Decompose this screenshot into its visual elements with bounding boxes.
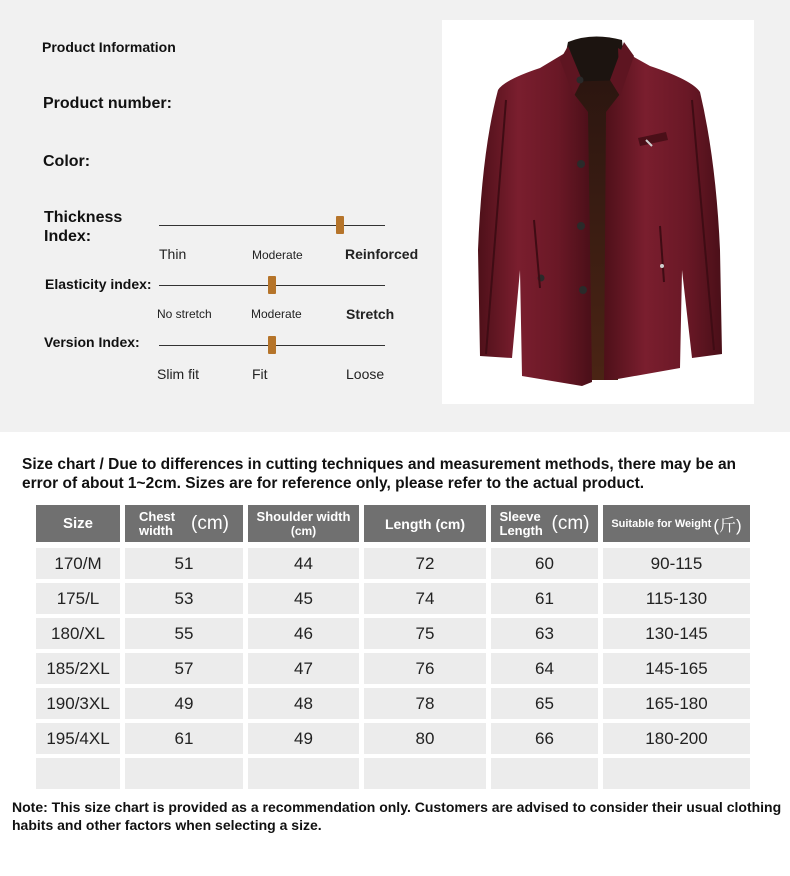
cell-suitable-weight: 90-115 (603, 542, 750, 579)
header-chest-label: Chest width (139, 508, 176, 538)
cell-size: 175/L (36, 579, 120, 614)
header-shoulder-width (248, 505, 359, 542)
cell-suitable-weight: 180-200 (603, 719, 750, 754)
cell-sleeve-length: 64 (491, 649, 598, 684)
product-info-panel (0, 0, 790, 432)
header-sleeve-length (491, 505, 598, 542)
cell-length: 78 (364, 684, 486, 719)
header-chest-unit: (cm) (191, 512, 229, 534)
table-row (36, 579, 750, 614)
product-number-label: Product number: (43, 95, 172, 112)
product-info-title: Product Information (42, 39, 176, 55)
version-index-label: Version Index: (44, 334, 140, 350)
thickness-tick-moderate: Moderate (252, 248, 303, 262)
table-row (36, 754, 750, 789)
header-weight-unit: (斤) (713, 516, 742, 535)
product-image (442, 20, 754, 404)
cell-shoulder-width: 45 (248, 579, 359, 614)
table-row (36, 684, 750, 719)
cell-sleeve-length: 65 (491, 684, 598, 719)
version-tick-fit: Fit (252, 366, 268, 382)
cell-suitable-weight (603, 754, 750, 789)
header-size: Size (36, 505, 120, 542)
cell-size: 180/XL (36, 614, 120, 649)
cell-shoulder-width: 47 (248, 649, 359, 684)
table-row (36, 542, 750, 579)
thickness-tick-reinforced: Reinforced (345, 246, 419, 262)
header-suitable-weight (603, 505, 750, 542)
cell-length (364, 754, 486, 789)
table-row (36, 649, 750, 684)
cell-suitable-weight: 145-165 (603, 649, 750, 684)
cell-length: 74 (364, 579, 486, 614)
cell-chest-width: 49 (125, 684, 243, 719)
elasticity-index-marker (268, 276, 276, 294)
cell-shoulder-width: 49 (248, 719, 359, 754)
cell-chest-width: 57 (125, 649, 243, 684)
elasticity-tick-moderate: Moderate (251, 307, 302, 321)
color-label: Color: (43, 153, 91, 170)
thickness-index-label: Thickness Index: (44, 209, 123, 245)
thickness-tick-thin: Thin (159, 246, 187, 262)
coat-illustration (442, 20, 754, 404)
version-index-marker (268, 336, 276, 354)
size-chart-intro: Size chart / Due to differences in cutting techniques and measurement methods, there may be an error of about 1~2cm. Sizes are for reference only, please refer to the actual product. (22, 456, 737, 492)
cell-chest-width (125, 754, 243, 789)
cell-size (36, 754, 120, 789)
cell-length: 72 (364, 542, 486, 579)
cell-sleeve-length: 66 (491, 719, 598, 754)
table-row (36, 719, 750, 754)
cell-sleeve-length: 63 (491, 614, 598, 649)
header-length: Length (cm) (364, 505, 486, 542)
size-chart-footnote: Note: This size chart is provided as a recommendation only. Customers are advised to consider their usual clothing habits and other factors when selecting a size. (12, 799, 782, 833)
table-row (36, 614, 750, 649)
cell-size: 185/2XL (36, 649, 120, 684)
cell-chest-width: 53 (125, 579, 243, 614)
cell-suitable-weight: 130-145 (603, 614, 750, 649)
header-sleeve-label: Sleeve Length (499, 508, 543, 538)
size-chart-table (31, 505, 755, 789)
header-sleeve-unit: (cm) (551, 512, 590, 534)
cell-sleeve-length (491, 754, 598, 789)
thickness-index-marker (336, 216, 344, 234)
cell-shoulder-width (248, 754, 359, 789)
cell-suitable-weight: 165-180 (603, 684, 750, 719)
size-chart-header-row (36, 505, 750, 542)
cell-sleeve-length: 61 (491, 579, 598, 614)
header-weight-label: Suitable for Weight (611, 517, 712, 530)
cell-length: 76 (364, 649, 486, 684)
cell-shoulder-width: 46 (248, 614, 359, 649)
elasticity-tick-no-stretch: No stretch (157, 307, 212, 321)
cell-sleeve-length: 60 (491, 542, 598, 579)
header-shoulder-label: Shoulder width (256, 509, 351, 524)
cell-size: 190/3XL (36, 684, 120, 719)
cell-size: 170/M (36, 542, 120, 579)
thickness-index-track (159, 225, 385, 226)
elasticity-index-label: Elasticity index: (45, 276, 152, 292)
cell-shoulder-width: 44 (248, 542, 359, 579)
cell-suitable-weight: 115-130 (603, 579, 750, 614)
header-chest-width (125, 505, 243, 542)
cell-size: 195/4XL (36, 719, 120, 754)
cell-shoulder-width: 48 (248, 684, 359, 719)
header-shoulder-unit: (cm) (290, 524, 317, 538)
cell-length: 80 (364, 719, 486, 754)
version-tick-loose: Loose (346, 366, 385, 382)
cell-chest-width: 55 (125, 614, 243, 649)
cell-length: 75 (364, 614, 486, 649)
version-tick-slim-fit: Slim fit (157, 366, 199, 382)
elasticity-tick-stretch: Stretch (346, 306, 395, 322)
cell-chest-width: 51 (125, 542, 243, 579)
cell-chest-width: 61 (125, 719, 243, 754)
